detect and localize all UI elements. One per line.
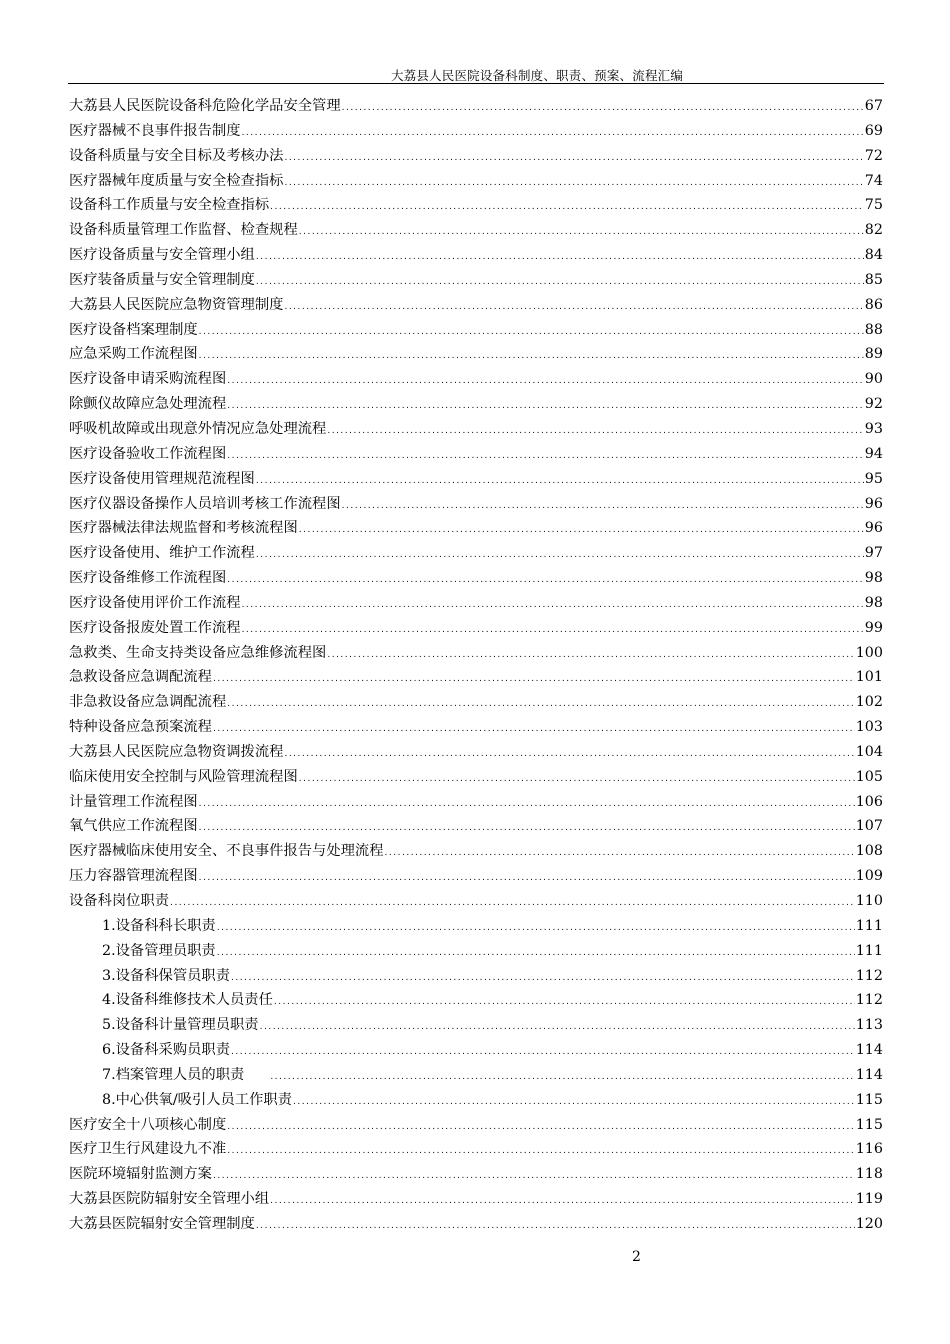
toc-entry-page: 85 — [864, 271, 883, 288]
toc-entry[interactable] — [69, 840, 883, 865]
toc-entry[interactable] — [69, 989, 883, 1014]
dot-leader — [227, 401, 864, 411]
dot-leader — [199, 823, 855, 833]
toc-entry-title: 大荔县医院辐射安全管理制度 — [69, 1215, 255, 1232]
toc-entry-page: 104 — [855, 743, 883, 760]
toc-entry-title: 医疗安全十八项核心制度 — [69, 1116, 227, 1133]
toc-entry-title: 设备科岗位职责 — [69, 893, 170, 909]
toc-entry-page: 67 — [864, 98, 883, 114]
toc-entry[interactable] — [69, 890, 883, 915]
toc-entry-page: 111 — [855, 917, 883, 934]
dot-leader — [213, 1171, 855, 1181]
toc-entry-title: 大荔县人民医院应急物资调拨流程 — [69, 743, 284, 760]
toc-entry-title: 大荔县人民医院设备科危险化学品安全管理 — [69, 98, 341, 114]
toc-entry[interactable] — [69, 666, 883, 691]
dot-leader — [242, 128, 864, 138]
toc-entry-page: 112 — [855, 967, 883, 984]
dot-leader — [299, 774, 855, 784]
toc-entry-page: 94 — [864, 445, 883, 462]
toc-entry-page: 115 — [855, 1116, 883, 1133]
toc-entry[interactable] — [69, 1089, 883, 1114]
toc-entry[interactable] — [69, 940, 883, 965]
toc-entry[interactable] — [69, 1138, 883, 1163]
toc-entry[interactable] — [69, 1188, 883, 1213]
toc-entry[interactable] — [69, 815, 883, 840]
dot-leader — [213, 674, 855, 684]
toc-entry-title: 医疗设备维修工作流程图 — [69, 570, 227, 587]
toc-entry-page: 120 — [855, 1215, 883, 1232]
toc-entry-page: 108 — [855, 843, 883, 860]
toc-entry-page: 115 — [855, 1091, 883, 1108]
toc-entry[interactable] — [69, 418, 883, 443]
toc-entry-title: 医疗卫生行风建设九不准 — [69, 1141, 227, 1158]
toc-entry-page: 86 — [864, 296, 883, 313]
toc-entry[interactable] — [69, 915, 883, 940]
dot-leader — [242, 600, 864, 610]
toc-entry-page: 109 — [855, 868, 883, 885]
toc-entry-page: 105 — [855, 768, 883, 785]
dot-leader — [231, 973, 855, 983]
toc-entry[interactable] — [69, 343, 883, 368]
toc-entry-page: 101 — [855, 669, 883, 686]
toc-entry-title: 大荔县医院防辐射安全管理小组 — [69, 1191, 270, 1208]
dot-leader — [217, 923, 855, 933]
toc-entry-page: 69 — [864, 122, 883, 139]
toc-entry-title: 医疗仪器设备操作人员培训考核工作流程图 — [69, 495, 341, 512]
toc-entry-title: 4.设备科维修技术人员责任 — [102, 992, 273, 1009]
toc-entry-page: 90 — [864, 371, 883, 388]
toc-entry-title: 计量管理工作流程图 — [69, 793, 198, 810]
toc-entry-page: 102 — [855, 694, 883, 711]
toc-entry-page: 82 — [864, 222, 883, 239]
toc-entry[interactable] — [69, 1064, 883, 1089]
dot-leader — [199, 873, 855, 883]
toc-entry[interactable] — [69, 642, 883, 667]
toc-entry-page: 96 — [864, 495, 883, 512]
dot-leader — [199, 799, 855, 809]
toc-entry-title: 医疗设备申请采购流程图 — [69, 371, 227, 388]
toc-entry[interactable] — [69, 1039, 883, 1064]
toc-entry[interactable] — [69, 145, 883, 170]
toc-entry-page: 112 — [855, 992, 883, 1009]
dot-leader — [227, 575, 864, 585]
toc-entry-title: 医疗器械法律法规监督和考核流程图 — [69, 520, 298, 537]
toc-entry[interactable] — [69, 493, 883, 518]
toc-entry-title: 5.设备科计量管理员职责 — [102, 1017, 259, 1034]
toc-entry-title: 医疗设备质量与安全管理小组 — [69, 247, 255, 264]
dot-leader — [284, 749, 854, 759]
dot-leader — [260, 1022, 855, 1032]
toc-entry-title: 医疗设备使用、维护工作流程 — [69, 545, 255, 562]
dot-leader — [256, 277, 864, 287]
toc-entry-page: 93 — [864, 420, 883, 437]
toc-entry-title: 大荔县人民医院应急物资管理制度 — [69, 296, 284, 313]
toc-entry-page: 98 — [864, 570, 883, 587]
toc-entry-title: 8.中心供氧/吸引人员工作职责 — [102, 1091, 293, 1108]
toc-entry[interactable] — [69, 741, 883, 766]
toc-entry-title: 呼吸机故障或出现意外情况应急处理流程 — [69, 420, 327, 437]
toc-entry[interactable] — [69, 319, 883, 344]
toc-entry[interactable] — [69, 294, 883, 319]
toc-entry-title: 急救类、生命支持类设备应急维修流程图 — [69, 644, 327, 661]
toc-entry-page: 116 — [855, 1141, 883, 1158]
dot-leader — [284, 153, 863, 163]
dot-leader — [213, 724, 855, 734]
dot-leader — [227, 376, 864, 386]
dot-leader — [284, 302, 863, 312]
toc-entry[interactable] — [69, 393, 883, 418]
toc-entry[interactable] — [69, 617, 883, 642]
dot-leader — [256, 476, 864, 486]
toc-entry[interactable] — [69, 1213, 883, 1238]
toc-entry[interactable] — [69, 542, 883, 567]
page-number: 2 — [632, 1249, 641, 1265]
toc-entry[interactable] — [69, 219, 883, 244]
toc-entry[interactable] — [69, 368, 883, 393]
toc-entry-page: 98 — [864, 594, 883, 611]
toc-entry[interactable] — [69, 567, 883, 592]
toc-entry-page: 97 — [864, 545, 883, 562]
toc-entry-title: 医疗器械临床使用安全、不良事件报告与处理流程 — [69, 843, 384, 860]
dot-leader — [227, 1122, 854, 1132]
toc-entry[interactable] — [69, 1114, 883, 1139]
toc-entry-title: 医疗装备质量与安全管理制度 — [69, 271, 255, 288]
header-title: 大荔县人民医院设备科制度、职责、预案、流程汇编 — [390, 68, 684, 83]
dot-leader — [270, 1072, 854, 1082]
toc-entry-page: 95 — [864, 470, 883, 487]
toc-entry[interactable] — [69, 791, 883, 816]
toc-entry[interactable] — [69, 865, 883, 890]
dot-leader — [342, 103, 864, 113]
toc-entry-title: 医疗器械年度质量与安全检查指标 — [69, 172, 284, 189]
dot-leader — [270, 202, 864, 212]
toc-entry-title: 应急采购工作流程图 — [69, 346, 198, 363]
dot-leader — [231, 1047, 855, 1057]
toc-entry[interactable] — [69, 95, 883, 120]
toc-entry-title: 2.设备管理员职责 — [102, 942, 216, 959]
toc-entry-page: 99 — [864, 619, 883, 636]
toc-entry-title: 医疗设备档案理制度 — [69, 321, 198, 338]
header-rule — [68, 83, 884, 84]
toc-entry-title: 医疗设备验收工作流程图 — [69, 445, 227, 462]
dot-leader — [199, 351, 864, 361]
toc-entry[interactable] — [69, 766, 883, 791]
toc-entry[interactable] — [69, 1163, 883, 1188]
toc-entry-page: 114 — [855, 1066, 883, 1083]
toc-entry-page: 74 — [864, 172, 883, 189]
dot-leader — [242, 625, 864, 635]
dot-leader — [227, 699, 854, 709]
toc-entry-title: 临床使用安全控制与风险管理流程图 — [69, 768, 298, 785]
toc-entry[interactable] — [69, 1014, 883, 1039]
dot-leader — [227, 451, 864, 461]
toc-entry-title: 特种设备应急预案流程 — [69, 719, 212, 736]
dot-leader — [327, 650, 854, 660]
dot-leader — [293, 1097, 855, 1107]
toc-entry-title: 氧气供应工作流程图 — [69, 818, 198, 835]
toc-entry-title: 设备科质量管理工作监督、检查规程 — [69, 222, 298, 239]
toc-entry-title: 设备科工作质量与安全检查指标 — [69, 197, 270, 214]
toc-entry-page: 106 — [855, 793, 883, 810]
toc-entry[interactable] — [69, 468, 883, 493]
dot-leader — [256, 1221, 855, 1231]
toc-entry[interactable] — [69, 120, 883, 145]
dot-leader — [385, 848, 855, 858]
toc-entry-title: 6.设备科采购员职责 — [102, 1042, 231, 1059]
dot-leader — [217, 948, 855, 958]
toc-entry-title: 医疗设备使用管理规范流程图 — [69, 470, 255, 487]
toc-entry[interactable] — [69, 269, 883, 294]
toc-entry[interactable] — [69, 443, 883, 468]
dot-leader — [199, 327, 864, 337]
toc-entry[interactable] — [69, 244, 883, 269]
dot-leader — [299, 525, 864, 535]
toc-entry[interactable] — [69, 691, 883, 716]
toc-entry[interactable] — [69, 716, 883, 741]
toc-entry-page: 75 — [864, 197, 883, 214]
toc-entry-page: 89 — [864, 346, 883, 363]
toc-entry-title: 医疗器械不良事件报告制度 — [69, 122, 241, 139]
toc-entry-title: 设备科质量与安全目标及考核办法 — [69, 147, 284, 164]
toc-entry-page: 119 — [855, 1191, 883, 1208]
toc-entry-title: 7.档案管理人员的职责 — [102, 1066, 245, 1083]
dot-leader — [256, 550, 864, 560]
toc-entry-page: 100 — [855, 644, 883, 661]
toc-entry-title: 3.设备科保管员职责 — [102, 967, 231, 984]
dot-leader — [327, 426, 863, 436]
dot-leader — [256, 252, 864, 262]
dot-leader — [227, 1146, 854, 1156]
toc-entry-title: 医疗设备使用评价工作流程 — [69, 594, 241, 611]
running-header — [0, 66, 950, 84]
toc-entry-page: 72 — [864, 147, 883, 164]
toc-entry-page: 114 — [855, 1042, 883, 1059]
dot-leader — [342, 501, 864, 511]
toc-entry-page: 103 — [855, 719, 883, 736]
toc-entry-title: 压力容器管理流程图 — [69, 868, 198, 885]
toc-entry-page: 96 — [864, 520, 883, 537]
toc-entry[interactable] — [69, 194, 883, 219]
dot-leader — [270, 1196, 855, 1206]
toc-entry[interactable] — [69, 517, 883, 542]
toc-entry-page: 84 — [864, 247, 883, 264]
toc-entry-title: 医疗设备报废处置工作流程 — [69, 619, 241, 636]
toc-entry-page: 111 — [855, 942, 883, 959]
toc-entry[interactable] — [69, 170, 883, 195]
toc-entry-title: 医院环境辐射监测方案 — [69, 1166, 212, 1183]
toc-entry-title: 除颤仪故障应急处理流程 — [69, 396, 227, 413]
toc-entry-page: 118 — [855, 1166, 883, 1183]
toc-entry-page: 88 — [864, 321, 883, 338]
toc-entry-page: 107 — [855, 818, 883, 835]
dot-leader — [274, 997, 855, 1007]
toc-entry-title: 非急救设备应急调配流程 — [69, 694, 227, 711]
toc-entry[interactable] — [69, 965, 883, 990]
toc-entry[interactable] — [69, 592, 883, 617]
dot-leader — [170, 898, 855, 908]
toc-entry-page: 113 — [855, 1017, 883, 1034]
dot-leader — [299, 227, 864, 237]
toc-entry-page: 110 — [855, 893, 883, 909]
toc-entry-title: 1.设备科科长职责 — [102, 917, 216, 934]
toc-entry-title: 急救设备应急调配流程 — [69, 669, 212, 686]
dot-leader — [284, 178, 863, 188]
table-of-contents — [69, 95, 883, 1238]
toc-entry-page: 92 — [864, 396, 883, 413]
